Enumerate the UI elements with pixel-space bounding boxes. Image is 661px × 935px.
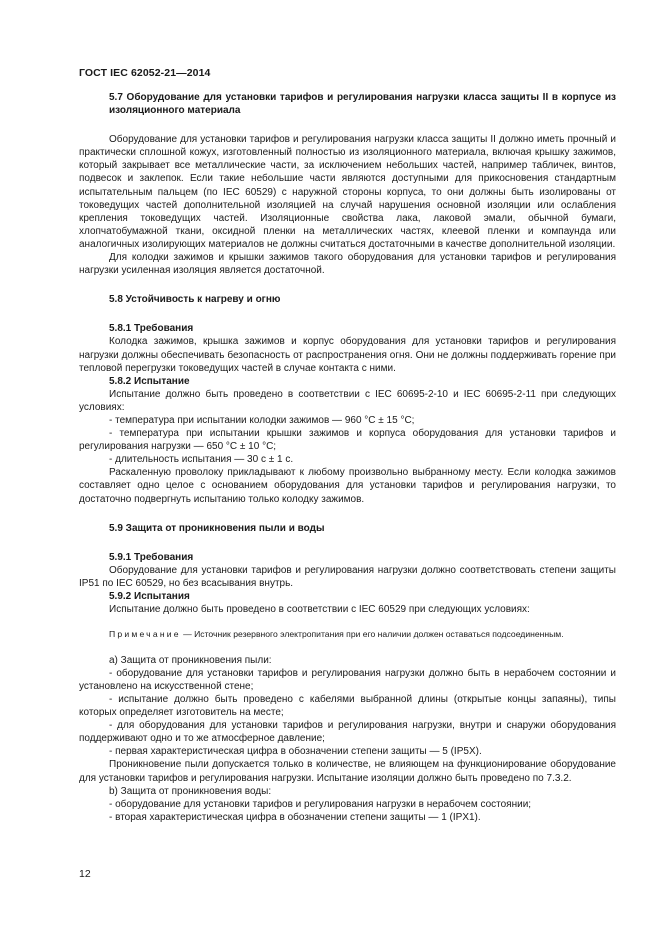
page-number: 12 [79, 868, 91, 880]
water-protection-title: b) Защита от проникновения воды: [109, 785, 272, 797]
section-5-8-2-paragraph-2: Раскаленную проволоку прикладывают к любому произвольно выбранному месту. Если колодка зажимов составляет одно целое с основанием оборудования для установки тарифов и регулирования нагрузки, то достаточно подвергнуть испытанию только колодку зажимов. [79, 467, 616, 505]
list-item: - оборудование для установки тарифов и регулирования нагрузки в нерабочем состоянии; [109, 798, 532, 810]
dust-protection-title: a) Защита от проникновения пыли: [109, 654, 272, 666]
section-5-8-2-title: 5.8.2 Испытание [109, 375, 190, 387]
list-item: - испытание должно быть проведено с кабелями выбранной длины (открытые концы запаяны), типы которых определяет изготовитель на месте; [79, 693, 616, 719]
section-5-7-title: 5.7 Оборудование для установки тарифов и регулирования нагрузки класса защиты II в корпусе из изоляционного материала [109, 92, 616, 117]
section-5-9-2-paragraph: Испытание должно быть проведено в соответствии с IEC 60529 при следующих условиях: [109, 604, 530, 616]
list-item: - температура при испытании колодки зажимов — 960 °C ± 15 °C; [109, 414, 415, 426]
document-code-header: ГОСТ IEC 62052-21—2014 [79, 67, 211, 79]
note-text: — Источник резервного электропитания при его наличии должен оставаться подсоединенным. [180, 629, 564, 640]
list-item: - оборудование для установки тарифов и регулирования нагрузки должно быть в нерабочем состоянии и установлено на искусственной стене; [79, 667, 616, 692]
list-item: - для оборудования для установки тарифов и регулирования нагрузки, внутри и снаружи оборудования поддерживают одно и то же атмосферное давление; [79, 720, 616, 745]
section-5-8-1-title: 5.8.1 Требования [109, 323, 194, 335]
section-5-8-2-paragraph: Испытание должно быть проведено в соответствии с IEC 60695-2-10 и IEC 60695-2-11 при следующих условиях: [79, 388, 616, 413]
section-5-7-paragraph-1: Оборудование для установки тарифов и регулирования нагрузки класса защиты II должно иметь прочный и практически сплошной кожух, изготовленный полностью из изоляционного материала, включая крышку зажимов, который закрывает все металлические части, за исключением небольших частей, например табличек, винтов, подвесок и заклепок. Если такие небольшие части являются доступными для прикосновения стандартным испытательным пальцем (по IEC 60529) с наружной стороны корпуса, то они должны быть изолированы от токоведущих частей дополнительной изоляцией на случай нарушения основной изоляции или ослабления крепления токоведущих частей. Изоляционные свойства лака, лаковой эмали, обычной бумаги, хлопчатобумажной ткани, оксидной пленки на металлических частях, клеевой пленки и компаунда или аналогичных изолирующих материалов не должны считаться достаточными в качестве дополнительной изоляции. [79, 134, 616, 250]
section-5-9-title: 5.9 Защита от проникновения пыли и воды [109, 522, 325, 534]
section-5-9-2-title: 5.9.2 Испытания [109, 591, 190, 602]
section-5-8-1-paragraph: Колодка зажимов, крышка зажимов и корпус оборудования для установки тарифов и регулирования нагрузки должны обеспечивать безопасность от распространения огня. Они не должны поддерживать горение при тепловой перегрузки токоведущих частей в случае контакта с ними. [79, 336, 616, 374]
section-5-7 [79, 91, 616, 824]
list-item: - температура при испытании крышки зажимов и корпуса оборудования для установки тарифов и регулирования нагрузки — 650 °C ± 10 °C; [79, 428, 616, 453]
note-label: Примечание [109, 629, 181, 640]
section-5-8-title: 5.8 Устойчивость к нагреву и огню [109, 294, 281, 306]
section-5-9-1-paragraph: Оборудование для установки тарифов и регулирования нагрузки должно соответствовать степени защиты IP51 по IEC 60529, но без всасывания внутрь. [79, 564, 616, 589]
section-5-7-paragraph-2: Для колодки зажимов и крышки зажимов такого оборудования для установки тарифов и регулирования нагрузки усиленная изоляция является достаточной. [79, 252, 616, 277]
note [79, 629, 616, 641]
dust-protection-paragraph: Проникновение пыли допускается только в количестве, не влияющем на функционирование оборудование для установки тарифов и регулирования нагрузки. Испытание изоляции должно быть проведено по 7.3.2. [79, 759, 616, 784]
list-item: - длительность испытания — 30 с ± 1 с. [109, 454, 294, 466]
list-item: - первая характеристическая цифра в обозначении степени защиты — 5 (IP5X). [109, 746, 482, 758]
list-item: - вторая характеристическая цифра в обозначении степени защиты — 1 (IPX1). [109, 811, 481, 823]
section-5-9-1-title: 5.9.1 Требования [109, 551, 194, 563]
